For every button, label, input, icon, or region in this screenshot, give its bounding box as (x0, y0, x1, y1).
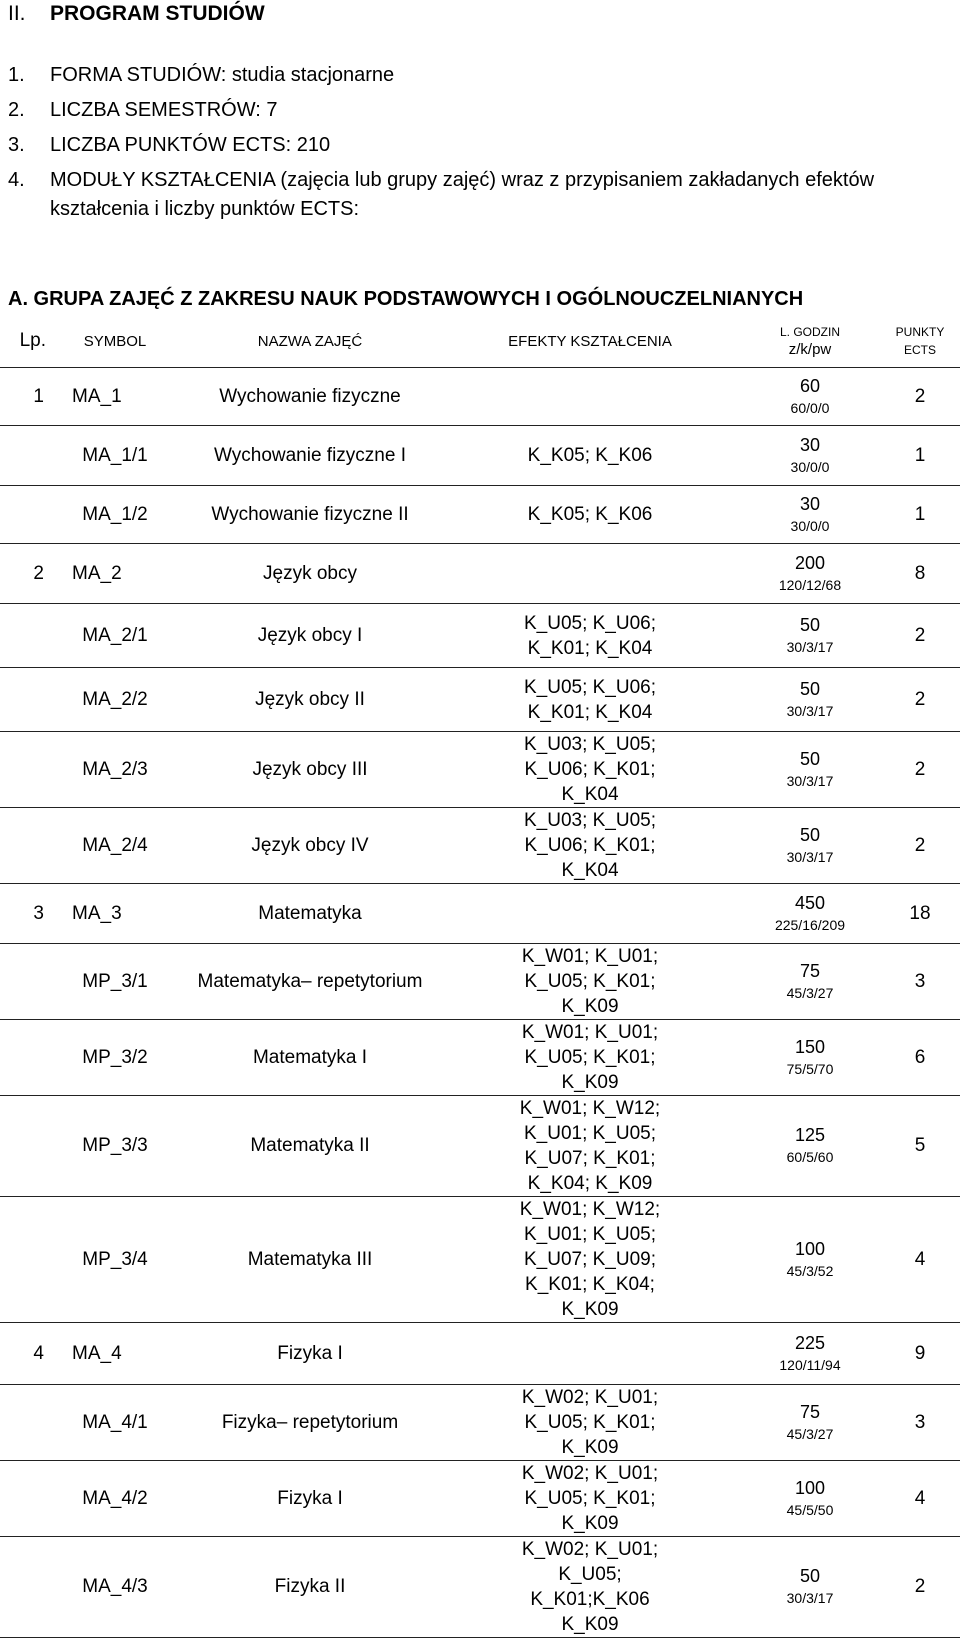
row-effects: K_W02; K_U01; K_U05; K_K01; K_K09 (440, 1385, 740, 1461)
hours-breakdown: 30/3/17 (786, 772, 834, 789)
header-name: NAZWA ZAJĘĆ (180, 315, 440, 368)
row-effects (440, 544, 740, 604)
list-item-text: LICZBA SEMESTRÓW: 7 (50, 99, 278, 121)
table-header-row (0, 315, 960, 368)
row-name: Wychowanie fizyczne II (180, 486, 440, 544)
row-effects: K_U05; K_U06; K_K01; K_K04 (440, 604, 740, 668)
row-effects: K_W01; K_W12; K_U01; K_U05; K_U07; K_U09; K_K01; K_K04; K_K09 (440, 1197, 740, 1323)
hours-breakdown: 30/0/0 (790, 458, 830, 475)
hours-breakdown: 120/11/94 (779, 1356, 841, 1373)
hours-breakdown: 45/5/50 (786, 1501, 834, 1518)
row-symbol: MP_3/4 (50, 1197, 180, 1323)
table-group-row (0, 544, 960, 604)
hours-breakdown: 225/16/209 (774, 916, 846, 933)
row-symbol: MA_2/2 (50, 668, 180, 732)
row-lp: 2 (0, 544, 50, 604)
row-lp (0, 944, 50, 1020)
list-item-text: FORMA STUDIÓW: studia stacjonarne (50, 64, 395, 86)
row-ects: 3 (880, 944, 960, 1020)
row-symbol: MA_2/3 (50, 732, 180, 808)
row-hours (740, 1096, 880, 1197)
row-hours (740, 1020, 880, 1096)
row-name: Wychowanie fizyczne I (180, 426, 440, 486)
row-ects: 2 (880, 732, 960, 808)
row-lp (0, 1197, 50, 1323)
row-hours (740, 544, 880, 604)
list-item-number: 1. (8, 64, 25, 86)
table-row (0, 944, 960, 1020)
row-hours (740, 732, 880, 808)
table-row (0, 1537, 960, 1638)
row-hours (740, 1323, 880, 1385)
row-effects: K_W01; K_W12; K_U01; K_U05; K_U07; K_K01; K_K04; K_K09 (440, 1096, 740, 1197)
row-name: Fizyka– repetytorium (180, 1385, 440, 1461)
row-lp (0, 808, 50, 884)
row-name: Język obcy (180, 544, 440, 604)
hours-breakdown: 45/3/52 (786, 1262, 834, 1279)
hours-total: 50 (799, 678, 821, 699)
header-points: PUNKTY ECTS (880, 315, 960, 368)
list-item (8, 96, 930, 125)
table-row (0, 732, 960, 808)
hours-total: 30 (799, 493, 821, 514)
row-hours (740, 1197, 880, 1323)
row-hours (740, 486, 880, 544)
row-symbol: MA_4/3 (50, 1537, 180, 1638)
row-symbol: MP_3/2 (50, 1020, 180, 1096)
row-lp: 3 (0, 884, 50, 944)
section-title: PROGRAM STUDIÓW (50, 2, 265, 25)
hours-total: 50 (799, 614, 821, 635)
row-symbol: MA_4 (50, 1323, 180, 1385)
table-row (0, 486, 960, 544)
list-item (8, 166, 930, 224)
hours-total: 100 (794, 1238, 826, 1259)
header-hours: L. GODZIN z/k/pw (740, 315, 880, 368)
table-row (0, 1385, 960, 1461)
row-hours (740, 1385, 880, 1461)
table-row (0, 1096, 960, 1197)
row-name: Wychowanie fizyczne (180, 368, 440, 426)
table-row (0, 808, 960, 884)
row-effects: K_W02; K_U01; K_U05; K_K01;K_K06 K_K09 (440, 1537, 740, 1638)
row-symbol: MA_3 (50, 884, 180, 944)
row-effects: K_W01; K_U01; K_U05; K_K01; K_K09 (440, 944, 740, 1020)
hours-breakdown: 30/3/17 (786, 848, 834, 865)
row-ects: 8 (880, 544, 960, 604)
row-ects: 2 (880, 368, 960, 426)
list-item (8, 131, 930, 160)
row-name: Matematyka III (180, 1197, 440, 1323)
row-hours (740, 604, 880, 668)
row-lp (0, 1537, 50, 1638)
row-lp (0, 1096, 50, 1197)
row-name: Fizyka II (180, 1537, 440, 1638)
row-ects: 6 (880, 1020, 960, 1096)
hours-total: 50 (799, 824, 821, 845)
hours-breakdown: 120/12/68 (778, 576, 842, 593)
row-lp (0, 732, 50, 808)
row-name: Język obcy III (180, 732, 440, 808)
hours-total: 125 (794, 1125, 826, 1145)
row-name: Matematyka II (180, 1096, 440, 1197)
row-ects: 5 (880, 1096, 960, 1197)
hours-breakdown: 30/3/17 (786, 638, 834, 655)
row-ects: 2 (880, 668, 960, 732)
hours-total: 150 (794, 1036, 826, 1057)
group-title: A. GRUPA ZAJĘĆ Z ZAKRESU NAUK PODSTAWOWYCH I OGÓLNOUCZELNIANYCH (8, 288, 804, 310)
row-name: Matematyka I (180, 1020, 440, 1096)
table-row (0, 1197, 960, 1323)
row-name: Matematyka– repetytorium (180, 944, 440, 1020)
row-lp (0, 1020, 50, 1096)
row-symbol: MP_3/1 (50, 944, 180, 1020)
row-ects: 4 (880, 1197, 960, 1323)
row-lp (0, 1461, 50, 1537)
row-lp (0, 668, 50, 732)
program-table (0, 315, 960, 1638)
row-ects: 2 (880, 604, 960, 668)
hours-total: 60 (799, 375, 821, 396)
row-hours (740, 884, 880, 944)
row-hours (740, 426, 880, 486)
row-symbol: MA_2 (50, 544, 180, 604)
row-ects: 1 (880, 486, 960, 544)
row-ects: 1 (880, 426, 960, 486)
row-lp (0, 604, 50, 668)
header-symbol: SYMBOL (50, 315, 180, 368)
hours-breakdown: 60/0/0 (790, 399, 830, 416)
hours-breakdown: 75/5/70 (786, 1060, 834, 1077)
row-symbol: MA_2/1 (50, 604, 180, 668)
row-lp (0, 1385, 50, 1461)
program-info-list (8, 61, 930, 224)
row-lp: 1 (0, 368, 50, 426)
row-hours (740, 1537, 880, 1638)
row-hours (740, 368, 880, 426)
row-name: Język obcy II (180, 668, 440, 732)
row-effects: K_U03; K_U05; K_U06; K_K01; K_K04 (440, 732, 740, 808)
row-ects: 4 (880, 1461, 960, 1537)
row-effects: K_K05; K_K06 (440, 486, 740, 544)
row-effects: K_W02; K_U01; K_U05; K_K01; K_K09 (440, 1461, 740, 1537)
row-lp: 4 (0, 1323, 50, 1385)
row-lp (0, 486, 50, 544)
row-symbol: MA_4/2 (50, 1461, 180, 1537)
section-number: II. (8, 2, 26, 25)
hours-breakdown: 60/5/60 (786, 1149, 834, 1165)
row-hours (740, 808, 880, 884)
list-item-number: 3. (8, 134, 25, 156)
row-symbol: MP_3/3 (50, 1096, 180, 1197)
hours-total: 450 (794, 892, 826, 913)
header-effects: EFEKTY KSZTAŁCENIA (440, 315, 740, 368)
hours-breakdown: 30/3/17 (786, 1590, 834, 1606)
row-name: Język obcy I (180, 604, 440, 668)
table-row (0, 604, 960, 668)
row-ects: 2 (880, 1537, 960, 1638)
hours-total: 225 (794, 1332, 826, 1353)
row-hours (740, 1461, 880, 1537)
row-symbol: MA_4/1 (50, 1385, 180, 1461)
header-lp: Lp. (0, 315, 50, 368)
row-name: Język obcy IV (180, 808, 440, 884)
row-ects: 18 (880, 884, 960, 944)
hours-breakdown: 30/0/0 (790, 517, 830, 534)
table-row (0, 1020, 960, 1096)
list-item-text: LICZBA PUNKTÓW ECTS: 210 (50, 134, 331, 156)
row-symbol: MA_2/4 (50, 808, 180, 884)
row-name: Fizyka I (180, 1461, 440, 1537)
table-group-row (0, 368, 960, 426)
hours-total: 50 (799, 1566, 821, 1586)
row-hours (740, 668, 880, 732)
section-heading (8, 0, 265, 28)
row-ects: 3 (880, 1385, 960, 1461)
row-ects: 2 (880, 808, 960, 884)
row-effects: K_U05; K_U06; K_K01; K_K04 (440, 668, 740, 732)
row-symbol: MA_1 (50, 368, 180, 426)
row-lp (0, 426, 50, 486)
row-name: Matematyka (180, 884, 440, 944)
list-item (8, 61, 930, 90)
row-ects: 9 (880, 1323, 960, 1385)
hours-breakdown: 30/3/17 (786, 702, 834, 719)
row-symbol: MA_1/2 (50, 486, 180, 544)
list-item-text: MODUŁY KSZTAŁCENIA (zajęcia lub grupy zajęć) wraz z przypisaniem zakładanych efektów kształcenia i liczby punktów ECTS: (50, 169, 875, 220)
hours-breakdown: 45/3/27 (786, 1425, 834, 1442)
hours-total: 75 (799, 960, 821, 981)
row-effects: K_W01; K_U01; K_U05; K_K01; K_K09 (440, 1020, 740, 1096)
table-group-row (0, 884, 960, 944)
table-row (0, 426, 960, 486)
list-item-number: 2. (8, 99, 25, 121)
row-name: Fizyka I (180, 1323, 440, 1385)
list-item-number: 4. (8, 169, 25, 191)
row-effects: K_K05; K_K06 (440, 426, 740, 486)
row-effects (440, 1323, 740, 1385)
row-symbol: MA_1/1 (50, 426, 180, 486)
hours-total: 75 (799, 1401, 821, 1422)
row-effects: K_U03; K_U05; K_U06; K_K01; K_K04 (440, 808, 740, 884)
table-row (0, 668, 960, 732)
row-effects (440, 368, 740, 426)
hours-total: 100 (794, 1477, 826, 1498)
hours-total: 30 (799, 434, 821, 455)
hours-breakdown: 45/3/27 (786, 984, 834, 1001)
hours-total: 200 (794, 552, 826, 573)
table-group-row (0, 1323, 960, 1385)
hours-total: 50 (799, 748, 821, 769)
table-row (0, 1461, 960, 1537)
row-effects (440, 884, 740, 944)
row-hours (740, 944, 880, 1020)
